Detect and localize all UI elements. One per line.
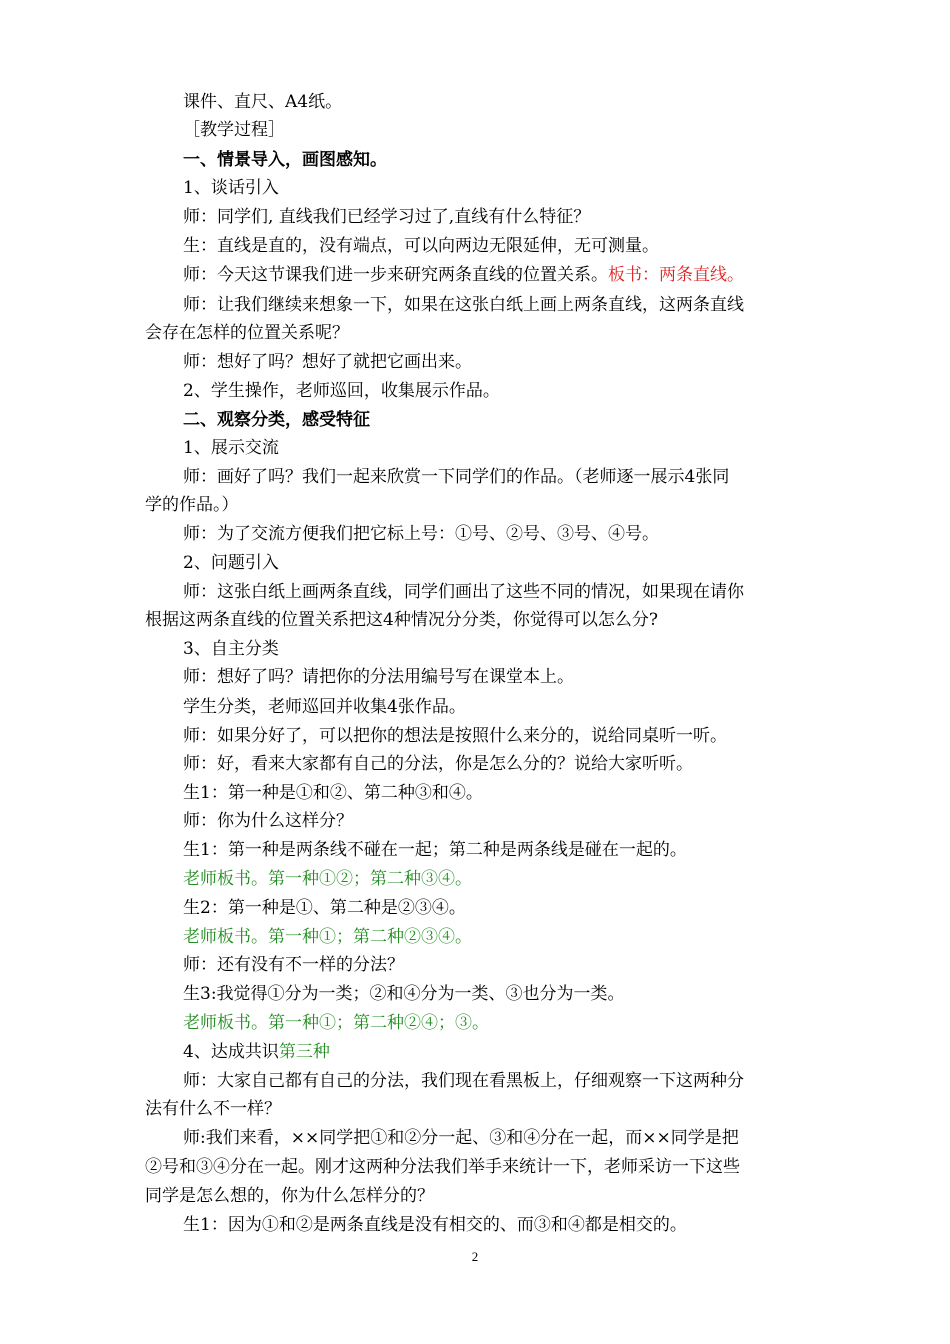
text-line-content: 师：你为什么这样分？: [183, 811, 353, 831]
text-line: [145, 1099, 815, 1119]
text-line: [183, 1128, 853, 1148]
text-line-content: 3、自主分类: [183, 639, 279, 659]
text-line-content: 学生分类，老师巡回并收集4张作品。: [183, 697, 466, 717]
text-line: [183, 207, 853, 227]
text-line: [183, 898, 853, 918]
text-line-content: 师：画好了吗？我们一起来欣赏一下同学们的作品。（老师逐一展示4张同: [183, 467, 730, 487]
text-line-content: 一、情景导入，画图感知。: [183, 150, 387, 170]
text-line-content: ［教学过程］: [183, 120, 285, 140]
text-line-content: 师：如果分好了，可以把你的想法是按照什么来分的，说给同桌听一听。: [183, 726, 727, 746]
text-line-content: 师：好，看来大家都有自己的分法，你是怎么分的？说给大家听听。: [183, 754, 693, 774]
text-line: [183, 840, 853, 860]
blackboard-note: 板书：两条直线。: [608, 265, 744, 285]
text-line-content: 生3:我觉得①分为一类；②和④分为一类、③也分为一类。: [183, 984, 625, 1004]
text-line: [183, 553, 853, 573]
text-line: [183, 295, 853, 315]
text-line-content: 生1：因为①和②是两条直线是没有相交的、而③和④都是相交的。: [183, 1215, 687, 1235]
text-line: [183, 726, 853, 746]
text-line: [183, 410, 853, 430]
text-line-content: 同学是怎么想的，你为什么怎样分的？: [145, 1186, 434, 1206]
text-line: [183, 1042, 853, 1062]
text-line: [183, 927, 853, 947]
text-line: [183, 955, 853, 975]
text-line-content: 4、达成共识: [183, 1042, 279, 1062]
category-note: 第三种: [278, 1042, 330, 1062]
page-number: 2: [471, 1249, 479, 1264]
text-line: [183, 265, 853, 285]
text-line-content: 师：同学们, 直线我们已经学习过了,直线有什么特征？: [183, 207, 591, 227]
text-line: [183, 639, 853, 659]
text-line: [145, 1157, 815, 1177]
text-line-content: 生：直线是直的，没有端点，可以向两边无限延伸，无可测量。: [183, 236, 659, 256]
text-line-content: 生1：第一种是①和②、第二种③和④。: [183, 783, 483, 803]
text-line-content: 会存在怎样的位置关系呢？: [145, 323, 349, 343]
text-line-content: ②号和③④分在一起。刚才这两种分法我们举手来统计一下，老师采访一下这些: [145, 1157, 740, 1177]
text-line: [183, 352, 853, 372]
text-line: [183, 438, 853, 458]
text-line: [183, 582, 853, 602]
text-line: [183, 120, 853, 140]
text-line: [183, 984, 853, 1004]
text-line-content: 师：让我们继续来想象一下，如果在这张白纸上画上两条直线，这两条直线: [183, 295, 744, 315]
text-line: [183, 92, 853, 112]
text-line-content: 1、展示交流: [183, 438, 279, 458]
text-line: [183, 178, 853, 198]
text-line-content: 师：想好了吗？想好了就把它画出来。: [183, 352, 472, 372]
text-line: [183, 236, 853, 256]
text-line: [183, 467, 853, 487]
text-line-content: 生1：第一种是两条线不碰在一起；第二种是两条线是碰在一起的。: [183, 840, 687, 860]
text-line-content: 生2：第一种是①、第二种是②③④。: [183, 898, 466, 918]
text-line: [145, 610, 815, 630]
text-line-content: 学的作品。）: [145, 495, 239, 515]
text-line-content: 1、谈话引入: [183, 178, 279, 198]
text-line-content: 2、学生操作，老师巡回，收集展示作品。: [183, 381, 500, 401]
text-line-content: 法有什么不一样？: [145, 1099, 281, 1119]
text-line: [183, 667, 853, 687]
text-line-content: 老师板书。第一种①；第二种②③④。: [183, 927, 472, 947]
text-line-content: 师：今天这节课我们进一步来研究两条直线的位置关系。: [183, 265, 608, 285]
text-line-content: 老师板书。第一种①②；第二种③④。: [183, 869, 472, 889]
text-line: [145, 1186, 815, 1206]
text-line-content: 师：为了交流方便我们把它标上号：①号、②号、③号、④号。: [183, 524, 659, 544]
text-line-content: 2、问题引入: [183, 553, 279, 573]
text-line: [183, 1215, 853, 1235]
text-line: [183, 754, 853, 774]
text-line: [183, 381, 853, 401]
text-line-content: 师：大家自己都有自己的分法，我们现在看黑板上，仔细观察一下这两种分: [183, 1071, 744, 1091]
text-line: [183, 150, 853, 170]
text-line: [145, 495, 815, 515]
text-line: [183, 697, 853, 717]
text-line: [183, 1013, 853, 1033]
text-line-content: 师:我们来看，××同学把①和②分一起、③和④分在一起，而××同学是把: [183, 1128, 739, 1148]
text-line: [183, 811, 853, 831]
text-line: [183, 524, 853, 544]
text-line-content: 老师板书。第一种①；第二种②④；③。: [183, 1013, 489, 1033]
text-line-content: 二、观察分类，感受特征: [183, 410, 370, 430]
text-line-content: 师：这张白纸上画两条直线，同学们画出了这些不同的情况，如果现在请你: [183, 582, 744, 602]
text-line: [183, 783, 853, 803]
text-line: [145, 323, 815, 343]
text-line-content: 师：还有没有不一样的分法？: [183, 955, 404, 975]
text-line-content: 根据这两条直线的位置关系把这4种情况分分类，你觉得可以怎么分?: [145, 610, 658, 630]
text-line: [183, 1071, 853, 1091]
text-line-content: 课件、直尺、A4纸。: [183, 92, 343, 112]
text-line: [183, 869, 853, 889]
text-line-content: 师：想好了吗？请把你的分法用编号写在课堂本上。: [183, 667, 574, 687]
